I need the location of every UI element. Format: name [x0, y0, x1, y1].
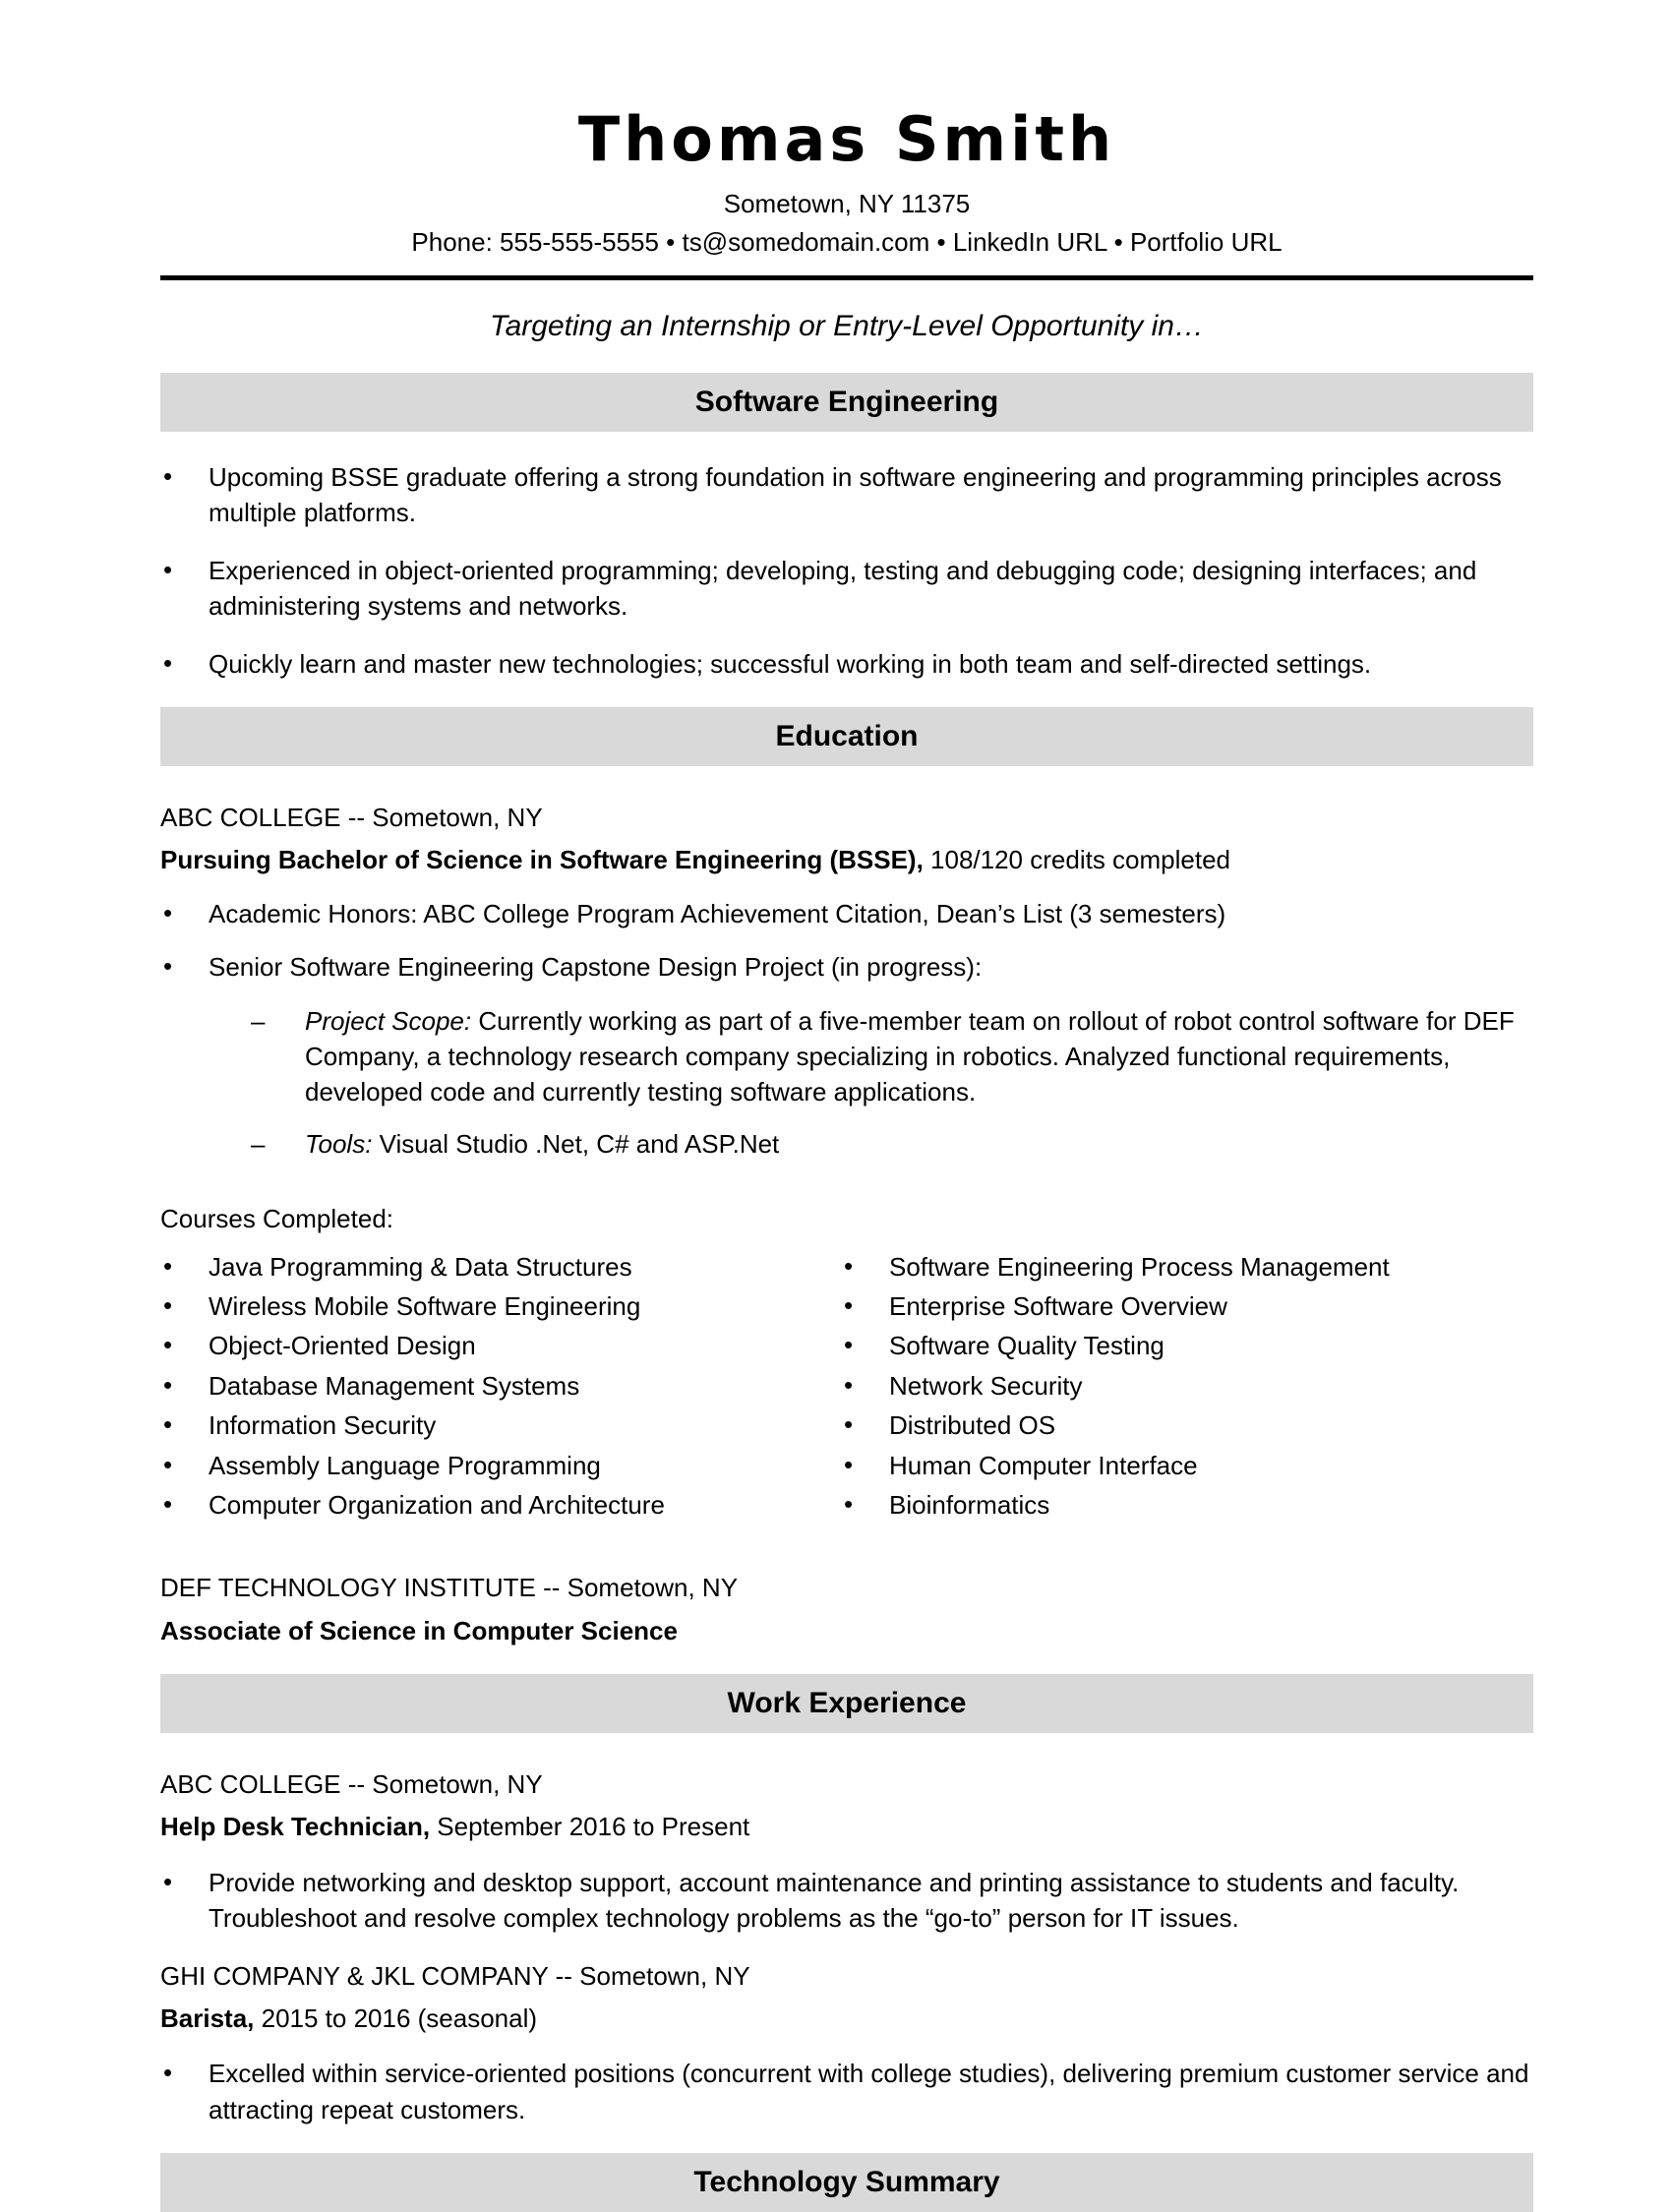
course-item: • Information Security: [160, 1407, 841, 1443]
degree-credits: 108/120 credits completed: [923, 845, 1231, 875]
courses-column-right: [841, 1249, 1533, 1527]
detail-label: Tools:: [305, 1128, 373, 1159]
location-line: Sometown, NY 11375: [723, 189, 971, 219]
course-item: • Assembly Language Programming: [160, 1448, 841, 1483]
courses-column-left: [160, 1249, 841, 1527]
course-item: • Bioinformatics: [841, 1487, 1533, 1523]
candidate-name: Thomas Smith: [577, 103, 1116, 175]
course-item: • Database Management Systems: [160, 1368, 841, 1404]
detail-text: Currently working as part of a five-member team on rollout of robot control software for DEF Company, a technology research company specializing in robotics. Analyzed functional requirements, developed code and currently testing software applications.: [305, 1005, 1515, 1107]
course-item: • Software Engineering Process Management: [841, 1249, 1533, 1285]
degree-line: [160, 842, 1533, 877]
employer-name: ABC COLLEGE -- Sometown, NY: [160, 1769, 543, 1800]
education-bullet-list: [160, 896, 1533, 986]
summary-bullet: • Quickly learn and master new technologies; successful working in both team and self-directed settings.: [160, 646, 1533, 682]
summary-bullet-list: [160, 459, 1533, 682]
summary-bullet: • Upcoming BSSE graduate offering a strong foundation in software engineering and programming principles across multiple platforms.: [160, 459, 1533, 531]
course-item: • Human Computer Interface: [841, 1448, 1533, 1483]
contact-line: Phone: 555-555-5555 • ts@somedomain.com • LinkedIn URL • Portfolio URL: [411, 226, 1283, 257]
course-item: • Distributed OS: [841, 1407, 1533, 1443]
section-header-education: Education: [160, 707, 1533, 766]
education-bullet: • Academic Honors: ABC College Program Achievement Citation, Dean’s List (3 semesters): [160, 896, 1533, 931]
section-header-software-engineering: Software Engineering: [160, 373, 1533, 432]
course-item: • Object-Oriented Design: [160, 1328, 841, 1363]
course-item: • Enterprise Software Overview: [841, 1288, 1533, 1324]
course-item: • Software Quality Testing: [841, 1328, 1533, 1363]
job-title-line: [160, 2001, 1533, 2036]
job-title: Help Desk Technician,: [160, 1812, 431, 1842]
detail-label: Project Scope:: [305, 1005, 472, 1036]
employer-name: GHI COMPANY & JKL COMPANY -- Sometown, NY: [160, 1960, 750, 1991]
detail-text: Visual Studio .Net, C# and ASP.Net: [372, 1128, 780, 1159]
section-header-technology-summary: Technology Summary: [160, 2153, 1533, 2212]
school-name: DEF TECHNOLOGY INSTITUTE -- Sometown, NY: [160, 1573, 739, 1603]
degree-title: Pursuing Bachelor of Science in Software Engineering (BSSE),: [160, 845, 924, 875]
section-header-work-experience: Work Experience: [160, 1674, 1533, 1733]
objective-tagline: Targeting an Internship or Entry-Level Opportunity in…: [490, 310, 1204, 343]
courses-completed-label: Courses Completed:: [160, 1204, 393, 1234]
courses-grid: [160, 1249, 1533, 1527]
job-bullet: • Provide networking and desktop support, account maintenance and printing assistance to students and faculty. Troubleshoot and resolve complex technology problems as the “go-to” person for IT issues.: [160, 1865, 1533, 1937]
header-divider: [160, 275, 1533, 280]
job-dates: September 2016 to Present: [430, 1812, 750, 1842]
education-bullet: • Senior Software Engineering Capstone Design Project (in progress):: [160, 949, 1533, 985]
job-bullet-list: [160, 2056, 1533, 2127]
capstone-detail: [251, 1126, 1533, 1162]
course-item: • Network Security: [841, 1368, 1533, 1404]
summary-bullet: • Experienced in object-oriented programming; developing, testing and debugging code; designing interfaces; and administering systems and networks.: [160, 553, 1533, 625]
capstone-detail: [251, 1003, 1533, 1110]
degree-title: Associate of Science in Computer Science: [160, 1615, 678, 1645]
course-item: • Java Programming & Data Structures: [160, 1249, 841, 1285]
job-bullet-list: [160, 1865, 1533, 1937]
course-item: • Wireless Mobile Software Engineering: [160, 1288, 841, 1324]
job-dates: 2015 to 2016 (seasonal): [254, 2003, 538, 2034]
capstone-detail-list: [251, 1003, 1533, 1163]
job-title-line: [160, 1809, 1533, 1844]
course-item: • Computer Organization and Architecture: [160, 1487, 841, 1523]
job-bullet: • Excelled within service-oriented positions (concurrent with college studies), delivering premium customer service and attracting repeat customers.: [160, 2056, 1533, 2127]
resume-header: [160, 104, 1533, 260]
school-name: ABC COLLEGE -- Sometown, NY: [160, 803, 543, 833]
job-title: Barista,: [160, 2003, 255, 2034]
